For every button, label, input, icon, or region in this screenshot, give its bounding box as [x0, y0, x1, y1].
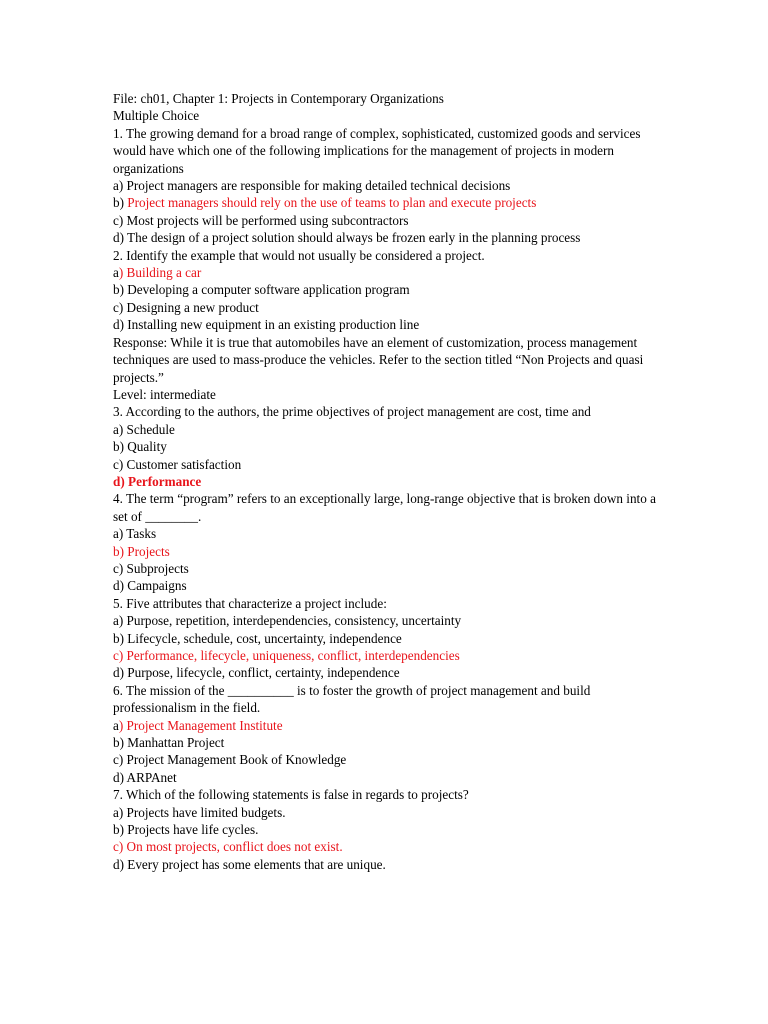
question-1-option-d: d) The design of a project solution should always be frozen early in the planning process — [113, 230, 581, 246]
option-prefix: a — [113, 717, 119, 733]
question-5-option-a: a) Purpose, repetition, interdependencies, consistency, uncertainty — [113, 613, 462, 629]
question-type: Multiple Choice — [113, 108, 200, 124]
question-6-stem: 6. The mission of the __________ is to foster the growth of project management and build professionalism in the field. — [113, 682, 591, 716]
question-2-option-b: b) Developing a computer software application program — [113, 282, 410, 298]
question-3-option-b: b) Quality — [113, 439, 167, 455]
question-5-option-c: c) Performance, lifecycle, uniqueness, conflict, interdependencies — [113, 648, 460, 663]
question-4-stem: 4. The term “program” refers to an exceptionally large, long-range objective that is broken down into a set of ________. — [113, 491, 656, 524]
question-2-option-a — [113, 264, 658, 281]
question-1-stem: 1. The growing demand for a broad range of complex, sophisticated, customized goods and services would have which one of the following implications for the management of projects in modern organizations — [113, 125, 641, 176]
question-2-stem: 2. Identify the example that would not usually be considered a project. — [113, 247, 485, 263]
question-7-option-d: d) Every project has some elements that are unique. — [113, 856, 386, 872]
correct-answer-text: ) Building a car — [118, 265, 202, 281]
question-3-option-d: d) Performance — [113, 473, 202, 489]
option-prefix: b) — [113, 195, 128, 211]
question-4-option-c: c) Subprojects — [113, 560, 189, 576]
question-7-option-a: a) Projects have limited budgets. — [113, 804, 286, 820]
question-1-option-b — [113, 194, 658, 211]
question-1-option-c: c) Most projects will be performed using subcontractors — [113, 212, 409, 228]
question-6-option-c: c) Project Management Book of Knowledge — [113, 752, 347, 768]
question-3-option-a: a) Schedule — [113, 421, 175, 437]
correct-answer-text: Project managers should rely on the use of teams to plan and execute projects — [127, 195, 537, 211]
question-4-option-a: a) Tasks — [113, 526, 157, 542]
question-2-level: Level: intermediate — [113, 386, 216, 402]
question-7-option-c: c) On most projects, conflict does not exist. — [113, 839, 343, 855]
question-4-option-b: b) Projects — [113, 543, 170, 559]
question-5-option-b: b) Lifecycle, schedule, cost, uncertainty, independence — [113, 630, 402, 646]
question-5-option-d: d) Purpose, lifecycle, conflict, certainty, independence — [113, 665, 400, 681]
question-6-option-a — [113, 717, 658, 734]
question-5-stem: 5. Five attributes that characterize a project include: — [113, 595, 387, 611]
question-2-option-c: c) Designing a new product — [113, 299, 259, 315]
question-2-option-d: d) Installing new equipment in an existing production line — [113, 317, 420, 333]
question-6-option-b: b) Manhattan Project — [113, 735, 225, 751]
question-3-stem: 3. According to the authors, the prime objectives of project management are cost, time and — [113, 404, 591, 420]
correct-answer-text: ) Project Management Institute — [118, 717, 283, 733]
document-page — [113, 90, 658, 873]
file-header: File: ch01, Chapter 1: Projects in Contemporary Organizations — [113, 91, 444, 106]
question-2-response: Response: While it is true that automobiles have an element of customization, process management techniques are used to mass-produce the vehicles. Refer to the section titled “Non Projects and quasi projects.” — [113, 334, 644, 385]
question-1-option-a: a) Project managers are responsible for making detailed technical decisions — [113, 178, 511, 194]
question-4-option-d: d) Campaigns — [113, 578, 187, 594]
question-6-option-d: d) ARPAnet — [113, 769, 177, 785]
option-prefix: a — [113, 265, 119, 281]
question-7-stem: 7. Which of the following statements is false in regards to projects? — [113, 787, 469, 803]
question-7-option-b: b) Projects have life cycles. — [113, 822, 259, 838]
question-3-option-c: c) Customer satisfaction — [113, 456, 242, 472]
